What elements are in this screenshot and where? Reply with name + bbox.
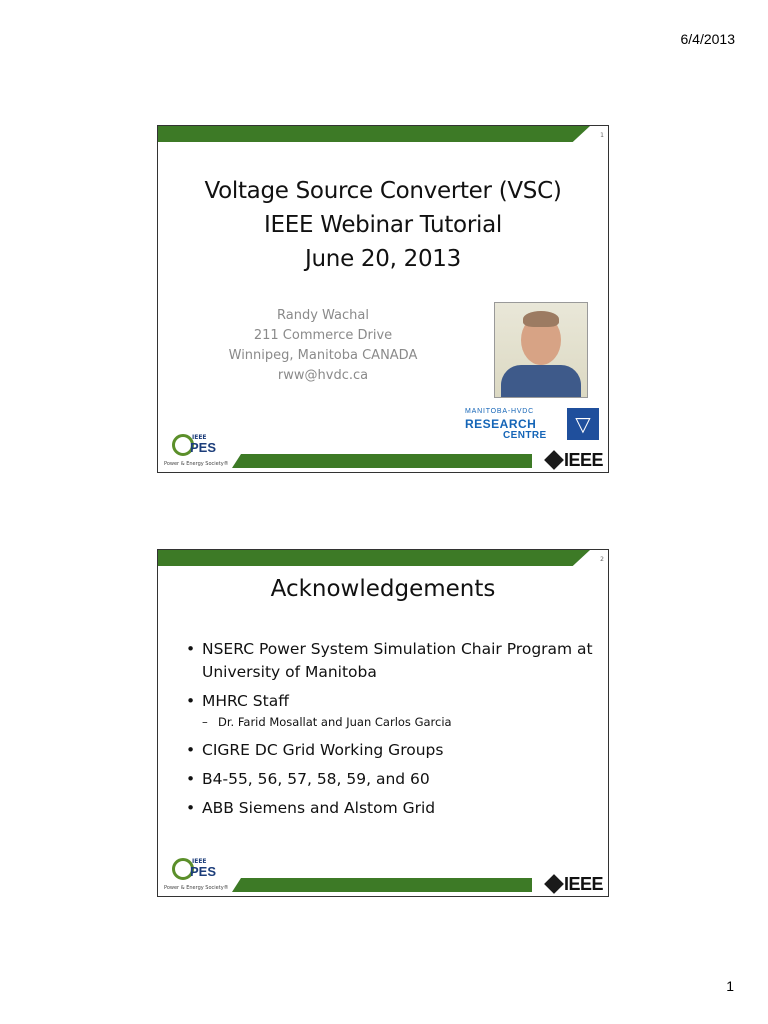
author-name: Randy Wachal: [277, 308, 369, 323]
bullet-item: • CIGRE DC Grid Working Groups: [186, 739, 596, 762]
ieee-pes-logo: IEEE PES Power & Energy Society®: [164, 858, 229, 891]
title-line: Voltage Source Converter (VSC): [204, 178, 562, 204]
slide-footer-band: [232, 878, 532, 892]
slide-2: [157, 549, 609, 897]
bullet-item: • MHRC Staff: [186, 690, 596, 713]
author-city: Winnipeg, Manitoba CANADA: [228, 348, 418, 363]
author-street: 211 Commerce Drive: [253, 328, 393, 343]
author-email: rww@hvdc.ca: [277, 368, 369, 383]
page-number: 1: [726, 978, 734, 994]
slide-title: [158, 174, 608, 276]
slide-header-band: [158, 550, 590, 566]
title-line: June 20, 2013: [305, 246, 461, 272]
ieee-logo: IEEE: [547, 874, 603, 894]
page-date: 6/4/2013: [680, 31, 735, 47]
sub-bullet-item: – Dr. Farid Mosallat and Juan Carlos Garcia: [186, 713, 596, 731]
mhrc-logo: [463, 404, 603, 444]
mhrc-logo-line2: RESEARCH: [465, 417, 537, 431]
mhrc-logo-line3: CENTRE: [503, 430, 547, 441]
author-block: [218, 306, 428, 386]
bullet-item: • ABB Siemens and Alstom Grid: [186, 797, 596, 820]
ieee-logo: IEEE: [547, 450, 603, 470]
bullet-list: [186, 638, 596, 826]
ieee-diamond-icon: [544, 874, 564, 894]
slide-1: [157, 125, 609, 473]
bullet-item: • B4-55, 56, 57, 58, 59, and 60: [186, 768, 596, 791]
slide-title: Acknowledgements: [270, 576, 496, 602]
title-line: IEEE Webinar Tutorial: [264, 212, 502, 238]
mhrc-logo-line1: MANITOBA-HVDC: [465, 408, 534, 415]
bullet-item: • NSERC Power System Simulation Chair Program at University of Manitoba: [186, 638, 596, 684]
slide-footer-band: [232, 454, 532, 468]
slide-number: 1: [600, 132, 604, 139]
slide-number: 2: [600, 556, 604, 563]
author-photo: [494, 302, 588, 398]
diode-icon: ▽: [567, 408, 599, 440]
ieee-diamond-icon: [544, 450, 564, 470]
slide-header-band: [158, 126, 590, 142]
ieee-pes-logo: IEEE PES Power & Energy Society®: [164, 434, 229, 467]
